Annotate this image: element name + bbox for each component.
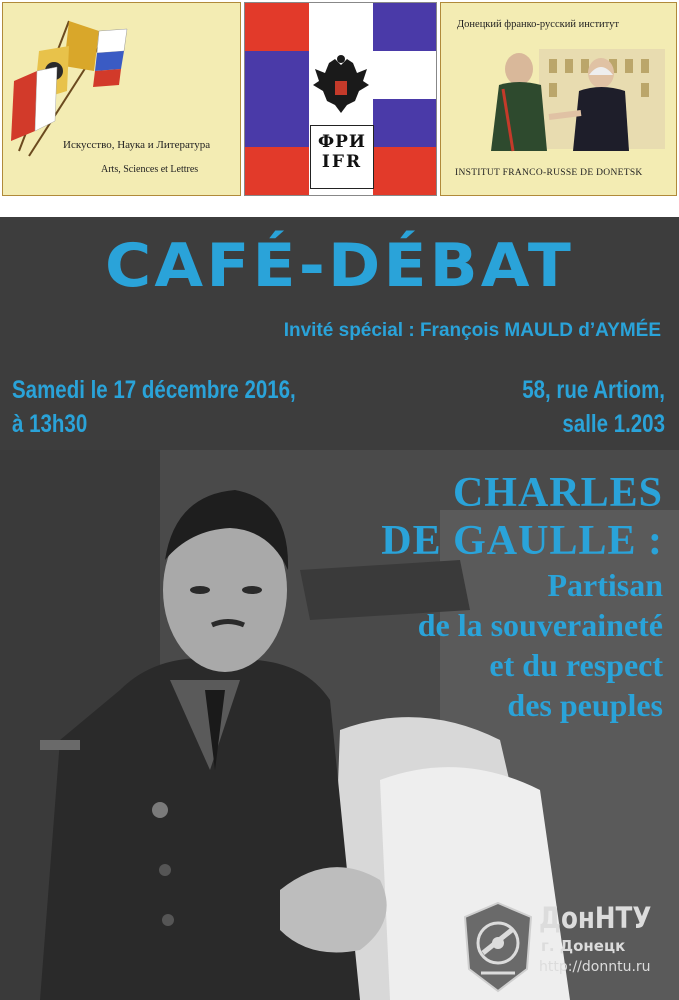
flag-tile [373, 99, 437, 147]
double-headed-eagle-icon [305, 51, 377, 123]
flag-tile [309, 3, 373, 51]
flag-tile [245, 99, 309, 147]
subject-line: CHARLES [452, 470, 663, 516]
subject-line: Partisan [547, 567, 663, 603]
special-guest: Invité spécial : François MAULD d’AYMÉE [283, 320, 661, 341]
event-date [12, 373, 373, 441]
university-emblem-icon [461, 899, 536, 995]
badge-ru: ФРИ [318, 132, 366, 152]
event-location [452, 373, 665, 441]
flag-tile [245, 51, 309, 99]
watermark-url: http://donntu.ru [539, 959, 651, 975]
flag-tile [373, 3, 437, 51]
flag-tile [373, 51, 437, 99]
subject-line: des peuples [507, 687, 663, 723]
subject-line: DE GAULLE : [381, 518, 663, 564]
room-line: salle 1.203 [562, 410, 665, 438]
flag-tile [245, 3, 309, 51]
donntu-watermark [461, 899, 679, 1000]
flag-tile [245, 147, 309, 196]
institute-name-fr: INSTITUT FRANCO-RUSSE DE DONETSK [455, 168, 643, 178]
header-banner [0, 0, 679, 200]
date-line: Samedi le 17 décembre 2016, [12, 376, 296, 404]
historical-figures-illustration [469, 39, 665, 155]
subject-line: et du respect [489, 647, 663, 683]
institute-panel [440, 2, 677, 196]
arts-title-fr: Arts, Sciences et Lettres [101, 164, 199, 175]
debate-subject [381, 469, 663, 725]
address-line: 58, rue Artiom, [522, 376, 665, 404]
watermark-city: г. Донецк [541, 937, 626, 955]
badge-fr: IFR [321, 152, 363, 172]
ifr-logo-panel [244, 2, 437, 196]
event-poster [0, 217, 679, 1000]
flag-tile [373, 147, 437, 196]
subject-line: de la souveraineté [417, 607, 663, 643]
arts-panel [2, 2, 241, 196]
time-line: à 13h30 [12, 410, 88, 438]
ifr-badge [310, 125, 374, 189]
watermark-name: ДонНТУ [539, 901, 652, 935]
arts-title-ru: Искусство, Наука и Литература [63, 139, 211, 151]
institute-name-ru: Донецкий франко-русский институт [457, 19, 619, 30]
event-title: CAFÉ-DÉBAT [105, 231, 574, 301]
